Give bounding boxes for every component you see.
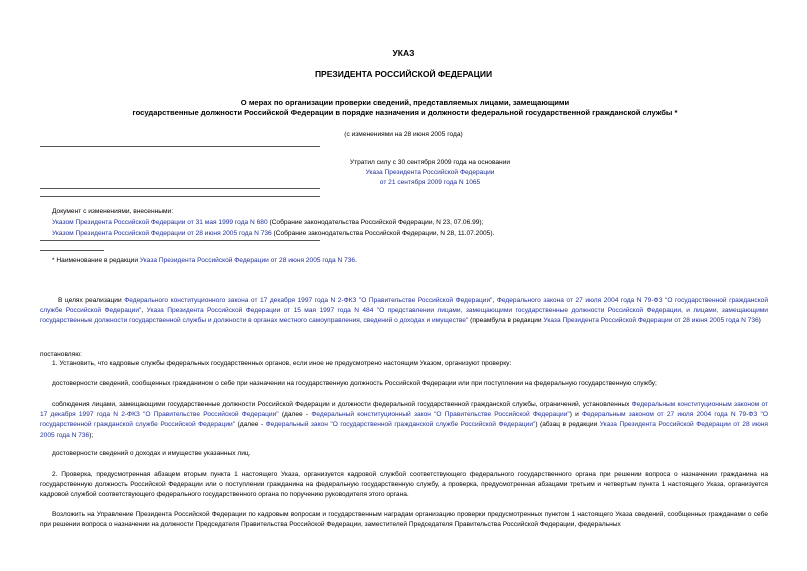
footnote-separator [40, 250, 104, 251]
amendment-item: Указом Президента Российской Федерации от 31 мая 1999 года N 680 (Собрание законодательства Российской Федерации, N 23, 07.06.99); [52, 219, 484, 227]
amendment-link-2005[interactable]: Указом Президента Российской Федерации от 28 июня 2005 года N 736 [52, 230, 272, 238]
divider-line [40, 196, 320, 197]
document-type-heading: УКАЗ [392, 48, 415, 58]
document-title [60, 98, 750, 119]
fz-79-link[interactable]: Федерального закона от 27 июля 2004 года N 79-ФЗ "О государственной гражданской службе Российской Федерации" [40, 297, 769, 315]
fkz-short-link[interactable]: Федеральный конституционный закон "О Правительстве Российской Федерации" [311, 411, 570, 419]
lost-force-block [260, 158, 600, 189]
amendment-link-1999[interactable]: Указом Президента Российской Федерации от 31 мая 1999 года N 680 [52, 219, 268, 227]
fz-79-link-2[interactable]: Федеральным законом от 27 июля 2004 года N 79-ФЗ "О государственной гражданской службе Российской Федерации" [40, 411, 769, 429]
repeal-decree-link-line2[interactable]: от 21 сентября 2009 года N 1065 [379, 179, 481, 187]
decree-484-link[interactable]: Указа Президента Российской Федерации от 15 мая 1997 года N 484 "О представлении лицами, замещающими государственные должности Российской Федерации, и лицами, замещающими государственные должности государственной службы и должности в органах местного самоуправления, сведений о доходах и имуществе" [40, 307, 768, 325]
preamble-paragraph: В целях реализации Федерального конституционного закона от 17 декабря 1997 года N 2-ФКЗ "О Правительстве Российской Федерации", Федерального закона от 27 июля 2004 года N 79-ФЗ "О государственной гражданской службе Российской Федерации", Указа Президента Российской Федерации от 15 мая 1997 года N 484 "О представлении лицами, замещающими государственные должности Российской Федерации, и лицами, замещающими государственные должности государственной службы и должности в органах местного самоуправления, сведений о доходах и имуществе" (преамбула в редакции Указа Президента Российской Федерации от 28 июня 2005 года N 736) [40, 297, 769, 325]
divider-line [40, 188, 320, 189]
paragraph-income: достоверности сведений о доходах и имуществе указанных лиц. [52, 450, 251, 457]
footnote: * Наименование в редакции Указа Президента Российской Федерации от 28 июня 2005 года N 736. [52, 257, 357, 264]
issuer-heading: ПРЕЗИДЕНТА РОССИЙСКОЙ ФЕДЕРАЦИИ [314, 69, 493, 79]
amendment-item: Указом Президента Российской Федерации от 28 июня 2005 года N 736 (Собрание законодательства Российской Федерации, N 28, 11.07.2005). [52, 230, 495, 238]
footnote-link[interactable]: Указа Президента Российской Федерации от 28 июня 2005 года N 736 [139, 257, 356, 264]
title-line-2: государственные должности Российской Федерации в порядке назначения и должности федеральной государственной гражданской службы * [132, 108, 678, 118]
divider-line [40, 146, 320, 147]
amendments-block [52, 206, 752, 240]
title-line-1: О мерах по организации проверки сведений, представляемых лицами, замещающими [240, 98, 570, 107]
lost-force-text: Утратил силу с 30 сентября 2009 года на основании [349, 159, 511, 166]
changes-note: (с изменениями на 28 июня 2005 года) [344, 131, 463, 138]
decree-736-link-2[interactable]: Указа Президента Российской Федерации от 28 июня 2005 года N 736 [40, 421, 768, 439]
fz-79-short-link[interactable]: Федеральный закон "О государственной гражданской службе Российской Федерации" [265, 421, 536, 429]
decree-736-link[interactable]: Указа Президента Российской Федерации от 28 июня 2005 года N 736 [543, 317, 759, 325]
resolution-word: постановляю: [40, 351, 83, 358]
divider-line [40, 240, 320, 241]
paragraph-2: 2. Проверка, предусмотренная абзацем вторым пункта 1 настоящего Указа, организуется кадровой службой соответствующего федерального государственного органа при решении вопроса о назначении гражданина на государственную должность Российской Федерации или о поступлении гражданина на федеральную государственную службу, а проверка, предусмотренная абзацами третьим и четвертым пункта 1 настоящего Указа, организуется кадровой службой соответствующего федерального государственного органа по поручению руководителя этого органа. [40, 471, 768, 499]
paragraph-reliability: достоверности сведений, сообщенных гражданином о себе при назначении на государственную должность Российской Федерации или при поступлении на федеральную государственную службу; [52, 380, 657, 387]
repeal-decree-link-line1[interactable]: Указа Президента Российской Федерации [365, 169, 495, 177]
amendments-intro: Документ с изменениями, внесенными: [52, 208, 174, 215]
paragraph-compliance: соблюдения лицами, замещающими государственные должности Российской Федерации и должности федеральной государственной гражданской службы, ограничений, установленных Федеральным конституционным законом от 17 декабря 1997 года N 2-ФКЗ "О Правительстве Российской Федерации" (далее - Федеральный конституционный закон "О Правительстве Российской Федерации") и Федеральным законом от 27 июля 2004 года N 79-ФЗ "О государственной гражданской службе Российской Федерации" (далее - Федеральный закон "О государственной гражданской службе Российской Федерации") (абзац в редакции Указа Президента Российской Федерации от 28 июня 2005 года N 736); [40, 401, 769, 439]
fkz-link-2[interactable]: Федеральным конституционным законом от 17 декабря 1997 года N 2-ФКЗ "О Правительстве Российской Федерации" [40, 401, 769, 419]
paragraph-assign: Возложить на Управление Президента Российской Федерации по кадровым вопросам и государственным наградам организацию проверки предусмотренных пунктом 1 настоящего Указа сведений, сообщенных гражданами о себе при решении вопроса о назначении на должности Председателя Правительства Российской Федерации, заместителей Председателя Правительства Российской Федерации, федеральных [40, 511, 768, 529]
paragraph-1: 1. Установить, что кадровые службы федеральных государственных органов, если иное не предусмотрено настоящим Указом, организуют проверку: [52, 360, 512, 367]
fkz-link[interactable]: Федерального конституционного закона от 17 декабря 1997 года N 2-ФКЗ "О Правительстве Российской Федерации" [124, 297, 493, 304]
